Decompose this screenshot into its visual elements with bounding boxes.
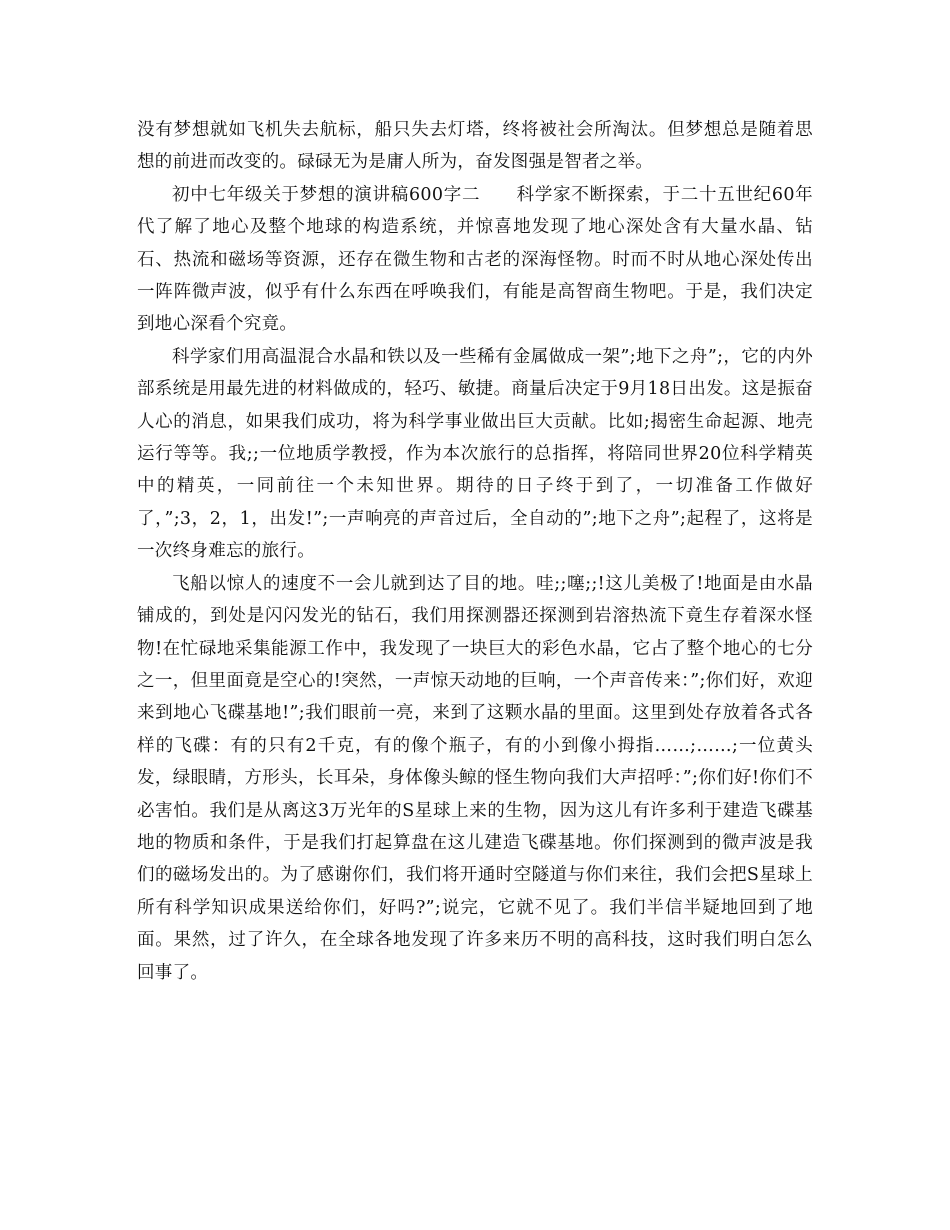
document-body: [137, 114, 813, 989]
paragraph-2: 初中七年级关于梦想的演讲稿600字二 科学家不断探索，于二十五世纪60年代了解了地心及整个地球的构造系统，并惊喜地发现了地心深处含有大量水晶、钻石、热流和磁场等资源，还存在微生物和古老的深海怪物。时而不时从地心深处传出一阵阵微声波，似乎有什么东西在呼唤我们，有能是高智商生物吧。于是，我们决定到地心深看个究竟。: [137, 184, 813, 335]
paragraph-3: 科学家们用高温混合水晶和铁以及一些稀有金属做成一架”;地下之舟”;，它的内外部系统是用最先进的材料做成的，轻巧、敏捷。商量后决定于9月18日出发。这是振奋人心的消息，如果我们成功，将为科学事业做出巨大贡献。比如;揭密生命起源、地壳运行等等。我;;一位地质学教授，作为本次旅行的总指挥，将陪同世界20位科学精英中的精英，一同前往一个未知世界。期待的日子终于到了，一切准备工作做好了，”;3，2，1，出发!”;一声响亮的声音过后，全自动的”;地下之舟”;起程了，这将是一次终身难忘的旅行。: [137, 346, 813, 562]
paragraph-1: 没有梦想就如飞机失去航标，船只失去灯塔，终将被社会所淘汰。但梦想总是随着思想的前进而改变的。碌碌无为是庸人所为，奋发图强是智者之举。: [137, 120, 813, 173]
paragraph-4: 飞船以惊人的速度不一会儿就到达了目的地。哇;;噻;;!这儿美极了!地面是由水晶铺成的，到处是闪闪发光的钻石，我们用探测器还探测到岩溶热流下竟生存着深水怪物!在忙碌地采集能源工作中，我发现了一块巨大的彩色水晶，它占了整个地心的七分之一，但里面竟是空心的!突然，一声惊天动地的巨响，一个声音传来：”;你们好，欢迎来到地心飞碟基地!”;我们眼前一亮，来到了这颗水晶的里面。这里到处存放着各式各样的飞碟：有的只有2千克，有的像个瓶子，有的小到像小拇指……;……;一位黄头发，绿眼睛，方形头，长耳朵，身体像头鲸的怪生物向我们大声招呼：”;你们好!你们不必害怕。我们是从离这3万光年的S星球上来的生物，因为这儿有许多利于建造飞碟基地的物质和条件，于是我们打起算盘在这儿建造飞碟基地。你们探测到的微声波是我们的磁场发出的。为了感谢你们，我们将开通时空隧道与你们来往，我们会把S星球上所有科学知识成果送给你们，好吗?”;说完，它就不见了。我们半信半疑地回到了地面。果然，过了许久，在全球各地发现了许多来历不明的高科技，这时我们明白怎么回事了。: [137, 573, 813, 983]
